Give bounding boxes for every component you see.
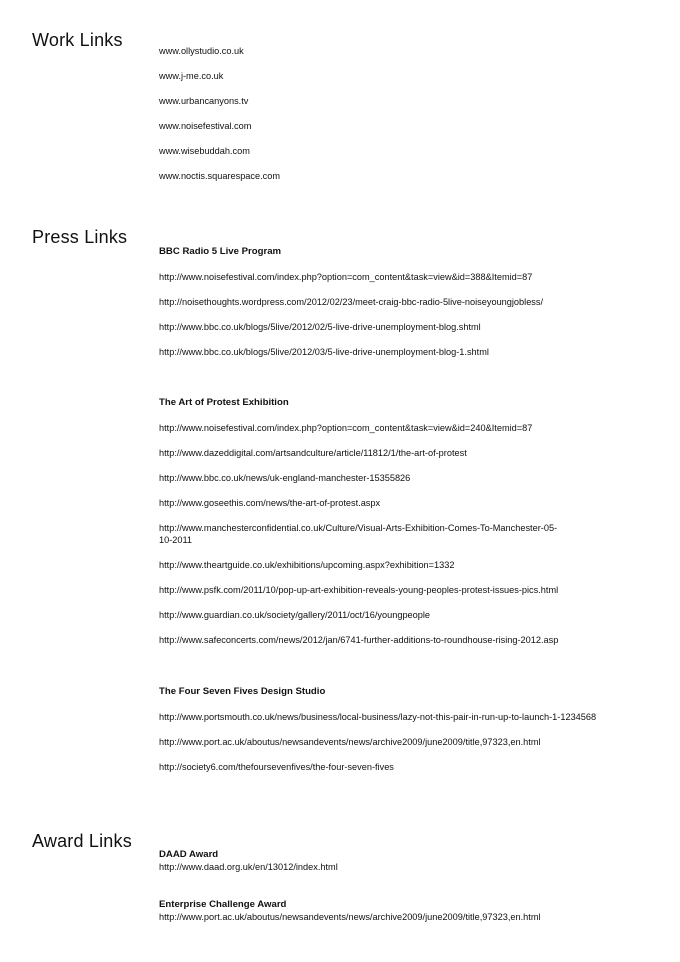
award-group-enterprise [159, 899, 649, 923]
award-links-heading: Award Links [32, 831, 132, 851]
award-group-daad [159, 849, 649, 873]
work-link[interactable]: www.j-me.co.uk [159, 71, 224, 81]
press-group-title: The Art of Protest Exhibition [159, 397, 289, 408]
press-link[interactable]: http://www.guardian.co.uk/society/gallery/2011/oct/16/youngpeople [159, 610, 431, 620]
work-link[interactable]: www.noctis.squarespace.com [159, 171, 281, 181]
press-link[interactable]: http://www.noisefestival.com/index.php?option=com_content&task=view&id=240&Itemid=87 [159, 423, 533, 433]
press-link[interactable]: http://www.bbc.co.uk/news/uk-england-manchester-15355826 [159, 473, 411, 483]
press-link[interactable]: http://www.bbc.co.uk/blogs/5live/2012/03/5-live-drive-unemployment-blog-1.shtml [159, 347, 489, 357]
press-link[interactable]: http://www.theartguide.co.uk/exhibitions/upcoming.aspx?exhibition=1332 [159, 560, 455, 570]
press-link[interactable]: http://www.portsmouth.co.uk/news/business/local-business/lazy-not-this-pair-in-run-up-to-launch-1-1234568 [159, 712, 597, 722]
award-group-title: Enterprise Challenge Award [159, 899, 287, 910]
press-group-title: The Four Seven Fives Design Studio [159, 686, 326, 697]
press-link[interactable]: http://www.safeconcerts.com/news/2012/jan/6741-further-additions-to-roundhouse-rising-2012.asp [159, 635, 559, 645]
press-group-four-seven-fives [159, 686, 649, 786]
press-link[interactable]: http://www.bbc.co.uk/blogs/5live/2012/02/5-live-drive-unemployment-blog.shtml [159, 322, 481, 332]
press-link[interactable]: http://society6.com/thefoursevenfives/the-four-seven-fives [159, 762, 394, 772]
press-link[interactable]: http://www.manchesterconfidential.co.uk/Culture/Visual-Arts-Exhibition-Comes-To-Manchester-05-10-2011 [159, 523, 558, 545]
award-link[interactable]: http://www.daad.org.uk/en/13012/index.html [159, 862, 338, 872]
press-link[interactable]: http://www.noisefestival.com/index.php?option=com_content&task=view&id=388&Itemid=87 [159, 272, 533, 282]
award-link[interactable]: http://www.port.ac.uk/aboutus/newsandevents/news/archive2009/june2009/title,97323,en.html [159, 912, 541, 922]
press-link[interactable]: http://noisethoughts.wordpress.com/2012/02/23/meet-craig-bbc-radio-5live-noiseyoungjobless/ [159, 297, 544, 307]
work-links-heading: Work Links [32, 30, 123, 50]
press-group-art-of-protest [159, 397, 649, 659]
award-group-title: DAAD Award [159, 849, 219, 860]
press-link[interactable]: http://www.psfk.com/2011/10/pop-up-art-exhibition-reveals-young-peoples-protest-issues-pics.html [159, 585, 559, 595]
press-link[interactable]: http://www.dazeddigital.com/artsandculture/article/11812/1/the-art-of-protest [159, 448, 467, 458]
work-link[interactable]: www.ollystudio.co.uk [159, 46, 244, 56]
work-link[interactable]: www.noisefestival.com [159, 121, 252, 131]
work-link[interactable]: www.wisebuddah.com [159, 146, 250, 156]
work-links-list [159, 45, 649, 195]
press-link[interactable]: http://www.port.ac.uk/aboutus/newsandevents/news/archive2009/june2009/title,97323,en.html [159, 737, 541, 747]
press-links-heading: Press Links [32, 227, 128, 247]
work-link[interactable]: www.urbancanyons.tv [159, 96, 249, 106]
press-group-title: BBC Radio 5 Live Program [159, 246, 282, 257]
press-group-bbc [159, 246, 649, 371]
press-link[interactable]: http://www.goseethis.com/news/the-art-of-protest.aspx [159, 498, 381, 508]
